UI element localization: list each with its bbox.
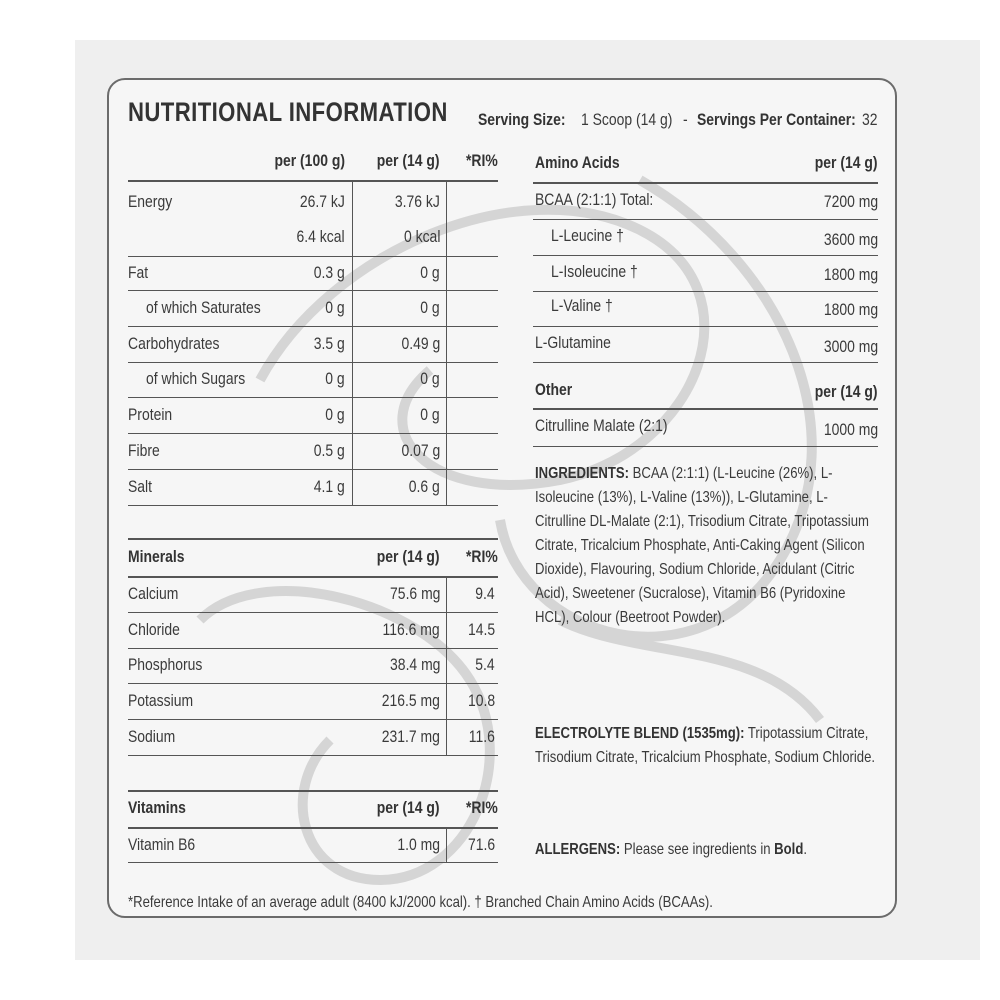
column-divider <box>446 180 447 505</box>
divider <box>128 433 498 434</box>
row-per14: 0 g <box>420 298 440 317</box>
servings-value: 32 <box>862 110 878 129</box>
row-name: Energy <box>128 192 173 211</box>
row-per14: 0.6 g <box>408 477 440 496</box>
divider <box>128 180 498 182</box>
divider <box>128 397 498 398</box>
row-per100: 4.1 g <box>313 477 345 496</box>
row-per14: 0 g <box>420 263 440 282</box>
col-header-per100: per (100 g) <box>274 151 345 170</box>
amino-name: BCAA (2:1:1) Total: <box>535 190 654 209</box>
column-divider <box>352 180 353 505</box>
mineral-per14: 231.7 mg <box>381 727 440 746</box>
ingredients-text: BCAA (2:1:1) (L-Leucine (26%), L-Isoleucine (13%), L-Valine (13%)), L-Glutamine, L-Citrulline DL-Malate (2:1), Trisodium Citrate, Tripotassium Citrate, Tricalcium Phosphate, Anti-Caking Agent (Silicon Dioxide), Flavouring, Sodium Chloride, Acidulant (Citric Acid), Sweetener (Sucralose), Vitamin B6 (Pyridoxine HCL), Colour (Beetroot Powder). <box>535 465 869 626</box>
mineral-ri: 10.8 <box>467 691 495 710</box>
amino-name: L-Isoleucine † <box>551 262 638 281</box>
row-name: Fibre <box>128 441 160 460</box>
ingredients-paragraph <box>535 462 875 630</box>
row-name: Protein <box>128 405 173 424</box>
row-per100: 3.5 g <box>313 334 345 353</box>
minerals-header-ri: *RI% <box>466 547 498 566</box>
amino-heading: Amino Acids <box>535 153 620 172</box>
row-per14: 0 kcal <box>403 227 440 246</box>
row-per100: 6.4 kcal <box>296 227 345 246</box>
divider <box>128 648 498 649</box>
row-per100: 0.3 g <box>313 263 345 282</box>
electrolyte-label: ELECTROLYTE BLEND (1535mg): <box>535 725 745 742</box>
footnote: *Reference Intake of an average adult (8400 kJ/2000 kcal). † Branched Chain Amino Acids (BCAAs). <box>128 894 713 911</box>
row-name: of which Sugars <box>146 369 246 388</box>
amino-value: 7200 mg <box>823 192 878 211</box>
divider <box>128 362 498 363</box>
mineral-ri: 5.4 <box>475 655 495 674</box>
vitamin-per14: 1.0 mg <box>397 835 440 854</box>
other-name: Citrulline Malate (2:1) <box>535 416 668 435</box>
row-per100: 0 g <box>325 405 345 424</box>
divider <box>128 256 498 257</box>
divider <box>533 219 878 220</box>
mineral-per14: 216.5 mg <box>381 691 440 710</box>
vitamin-name: Vitamin B6 <box>128 835 196 854</box>
other-header: per (14 g) <box>815 382 878 401</box>
divider <box>533 182 878 184</box>
vitamins-header-per14: per (14 g) <box>377 798 440 817</box>
divider <box>128 538 498 540</box>
amino-value: 3600 mg <box>823 230 878 249</box>
row-per100: 26.7 kJ <box>300 192 345 211</box>
minerals-heading: Minerals <box>128 547 185 566</box>
row-per14: 3.76 kJ <box>395 192 440 211</box>
mineral-per14: 38.4 mg <box>389 655 440 674</box>
mineral-name: Calcium <box>128 584 179 603</box>
servings-label: Servings Per Container: <box>697 110 856 129</box>
column-divider <box>446 576 447 755</box>
row-name: Carbohydrates <box>128 334 220 353</box>
electrolyte-text: Tripotassium Citrate, Trisodium Citrate, Tricalcium Phosphate, Sodium Chloride. <box>535 725 876 766</box>
header-separator: - <box>683 110 688 129</box>
divider <box>128 790 498 792</box>
ingredients-label: INGREDIENTS: <box>535 465 630 482</box>
divider <box>128 576 498 578</box>
row-name: Salt <box>128 477 153 496</box>
divider <box>533 255 878 256</box>
serving-size-label: Serving Size: <box>478 110 566 129</box>
divider <box>533 326 878 327</box>
other-value: 1000 mg <box>823 420 878 439</box>
divider <box>128 755 498 756</box>
mineral-name: Chloride <box>128 620 180 639</box>
allergens-label: ALLERGENS: <box>535 841 621 858</box>
allergens-end: . <box>803 841 807 858</box>
amino-name: L-Valine † <box>551 296 613 315</box>
other-heading: Other <box>535 380 573 399</box>
divider <box>533 362 878 363</box>
row-per100: 0 g <box>325 298 345 317</box>
col-header-ri: *RI% <box>466 151 498 170</box>
divider <box>128 862 498 863</box>
divider <box>128 326 498 327</box>
column-divider <box>446 827 447 862</box>
mineral-ri: 11.6 <box>468 727 495 746</box>
row-per100: 0 g <box>325 369 345 388</box>
electrolyte-paragraph <box>535 722 875 770</box>
divider <box>128 719 498 720</box>
divider <box>128 612 498 613</box>
row-per14: 0 g <box>420 405 440 424</box>
col-header-per14: per (14 g) <box>377 151 440 170</box>
divider <box>533 446 878 447</box>
divider <box>128 683 498 684</box>
amino-name: L-Glutamine <box>535 333 611 352</box>
divider <box>128 505 498 506</box>
allergens-paragraph <box>535 838 875 862</box>
amino-header: per (14 g) <box>815 153 878 172</box>
amino-name: L-Leucine † <box>551 226 624 245</box>
row-per14: 0.49 g <box>401 334 440 353</box>
row-per14: 0.07 g <box>401 441 440 460</box>
divider <box>533 408 878 410</box>
mineral-name: Potassium <box>128 691 194 710</box>
mineral-ri: 14.5 <box>467 620 495 639</box>
minerals-header-per14: per (14 g) <box>377 547 440 566</box>
row-name: Fat <box>128 263 149 282</box>
row-name: of which Saturates <box>146 298 261 317</box>
divider <box>128 827 498 829</box>
amino-value: 3000 mg <box>823 337 878 356</box>
vitamins-heading: Vitamins <box>128 798 186 817</box>
amino-value: 1800 mg <box>823 300 878 319</box>
page-title: NUTRITIONAL INFORMATION <box>128 97 448 127</box>
mineral-per14: 75.6 mg <box>389 584 440 603</box>
mineral-name: Phosphorus <box>128 655 203 674</box>
vitamin-ri: 71.6 <box>467 835 495 854</box>
allergens-text: Please see ingredients in <box>623 841 771 858</box>
row-per14: 0 g <box>420 369 440 388</box>
serving-size-value: 1 Scoop (14 g) <box>581 110 673 129</box>
row-per100: 0.5 g <box>313 441 345 460</box>
amino-value: 1800 mg <box>823 265 878 284</box>
allergens-bold: Bold <box>774 841 804 858</box>
mineral-per14: 116.6 mg <box>382 620 440 639</box>
divider <box>128 469 498 470</box>
vitamins-header-ri: *RI% <box>466 798 498 817</box>
mineral-ri: 9.4 <box>475 584 495 603</box>
divider <box>128 290 498 291</box>
divider <box>533 291 878 292</box>
mineral-name: Sodium <box>128 727 176 746</box>
